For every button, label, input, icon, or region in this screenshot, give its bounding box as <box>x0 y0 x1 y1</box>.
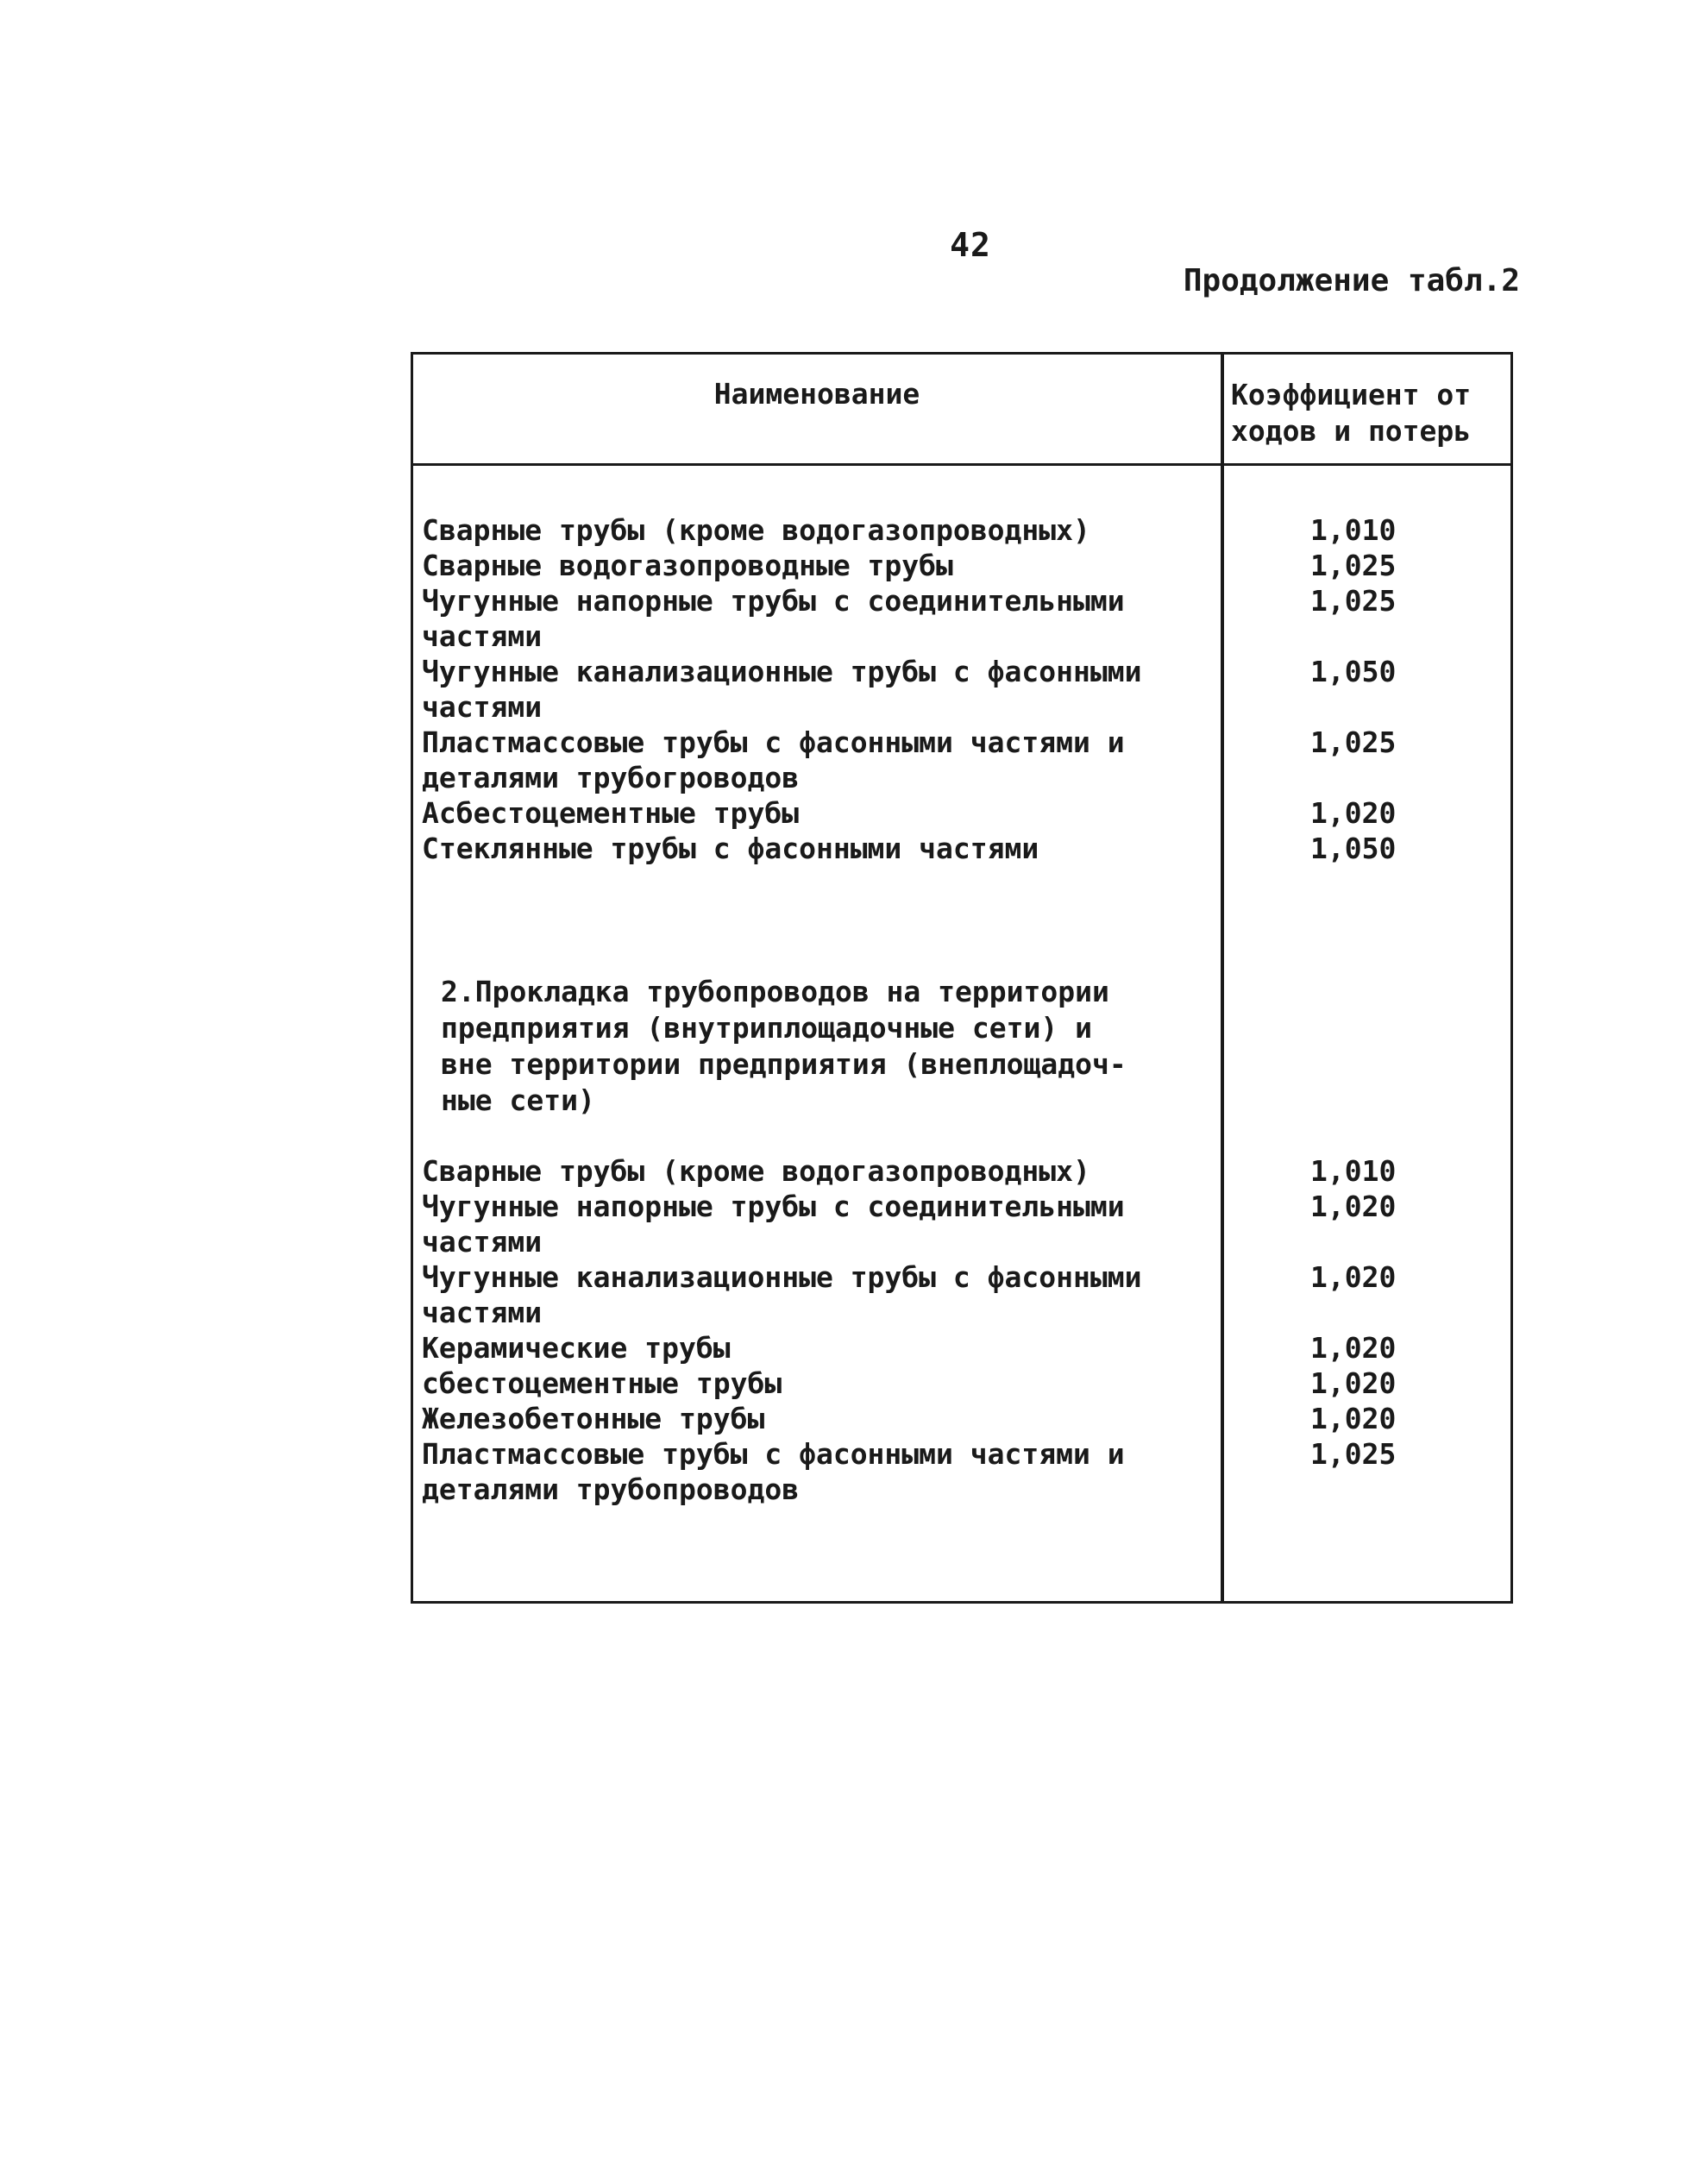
row-name: Чугунные канализационные трубы с фасонными частями <box>422 1260 1142 1329</box>
row-name: Чугунные канализационные трубы с фасонными частями <box>422 655 1142 724</box>
column-divider <box>1221 355 1224 1601</box>
row-name: Пластмассовые трубы с фасонными частями и деталями трубогроводов <box>422 725 1125 794</box>
row-value: 1,010 <box>1310 513 1397 547</box>
row-name: Сварные трубы (кроме водогазопроводных) <box>422 513 1090 547</box>
header-rule <box>413 463 1510 466</box>
coefficient-table <box>411 352 1513 1604</box>
row-name: Керамические трубы <box>422 1331 731 1365</box>
row-name: Асбестоцементные трубы <box>422 796 800 830</box>
row-value: 1,020 <box>1310 1190 1397 1223</box>
row-value: 1,010 <box>1310 1154 1397 1188</box>
row-name: Сварные трубы (кроме водогазопроводных) <box>422 1154 1090 1188</box>
row-value: 1,025 <box>1310 549 1397 582</box>
row-value: 1,020 <box>1310 796 1397 830</box>
row-name: Стеклянные трубы с фасонными частями <box>422 832 1039 865</box>
row-name: сбестоцементные трубы <box>422 1366 782 1400</box>
row-value: 1,020 <box>1310 1260 1397 1294</box>
row-value: 1,050 <box>1310 655 1397 688</box>
row-value: 1,020 <box>1310 1366 1397 1400</box>
table-continuation-label: Продолжение табл.2 <box>1183 263 1520 298</box>
page-number: 42 <box>950 226 991 264</box>
header-coefficient <box>1226 377 1509 449</box>
header-coefficient-line1: Коэффициент от <box>1231 378 1472 411</box>
row-name: Железобетонные трубы <box>422 1402 765 1435</box>
row-name: Сварные водогазопроводные трубы <box>422 549 953 582</box>
row-value: 1,050 <box>1310 832 1397 865</box>
row-value: 1,020 <box>1310 1402 1397 1435</box>
row-name: Чугунные напорные трубы с соединительными частями <box>422 1190 1125 1259</box>
row-value: 1,025 <box>1310 725 1397 759</box>
row-value: 1,025 <box>1310 584 1397 618</box>
row-name: Чугунные напорные трубы с соединительными частями <box>422 584 1125 653</box>
row-name: Пластмассовые трубы с фасонными частями и деталями трубопроводов <box>422 1437 1125 1506</box>
section-heading: 2.Прокладка трубопроводов на территории предприятия (внутриплощадочные сети) и вне территории предприятия (внеплощадоч- ные сети) <box>441 975 1127 1117</box>
header-coefficient-line2: ходов и потерь <box>1231 414 1472 448</box>
row-value: 1,025 <box>1310 1437 1397 1471</box>
row-value: 1,020 <box>1310 1331 1397 1365</box>
header-name: Наименование <box>713 377 920 411</box>
